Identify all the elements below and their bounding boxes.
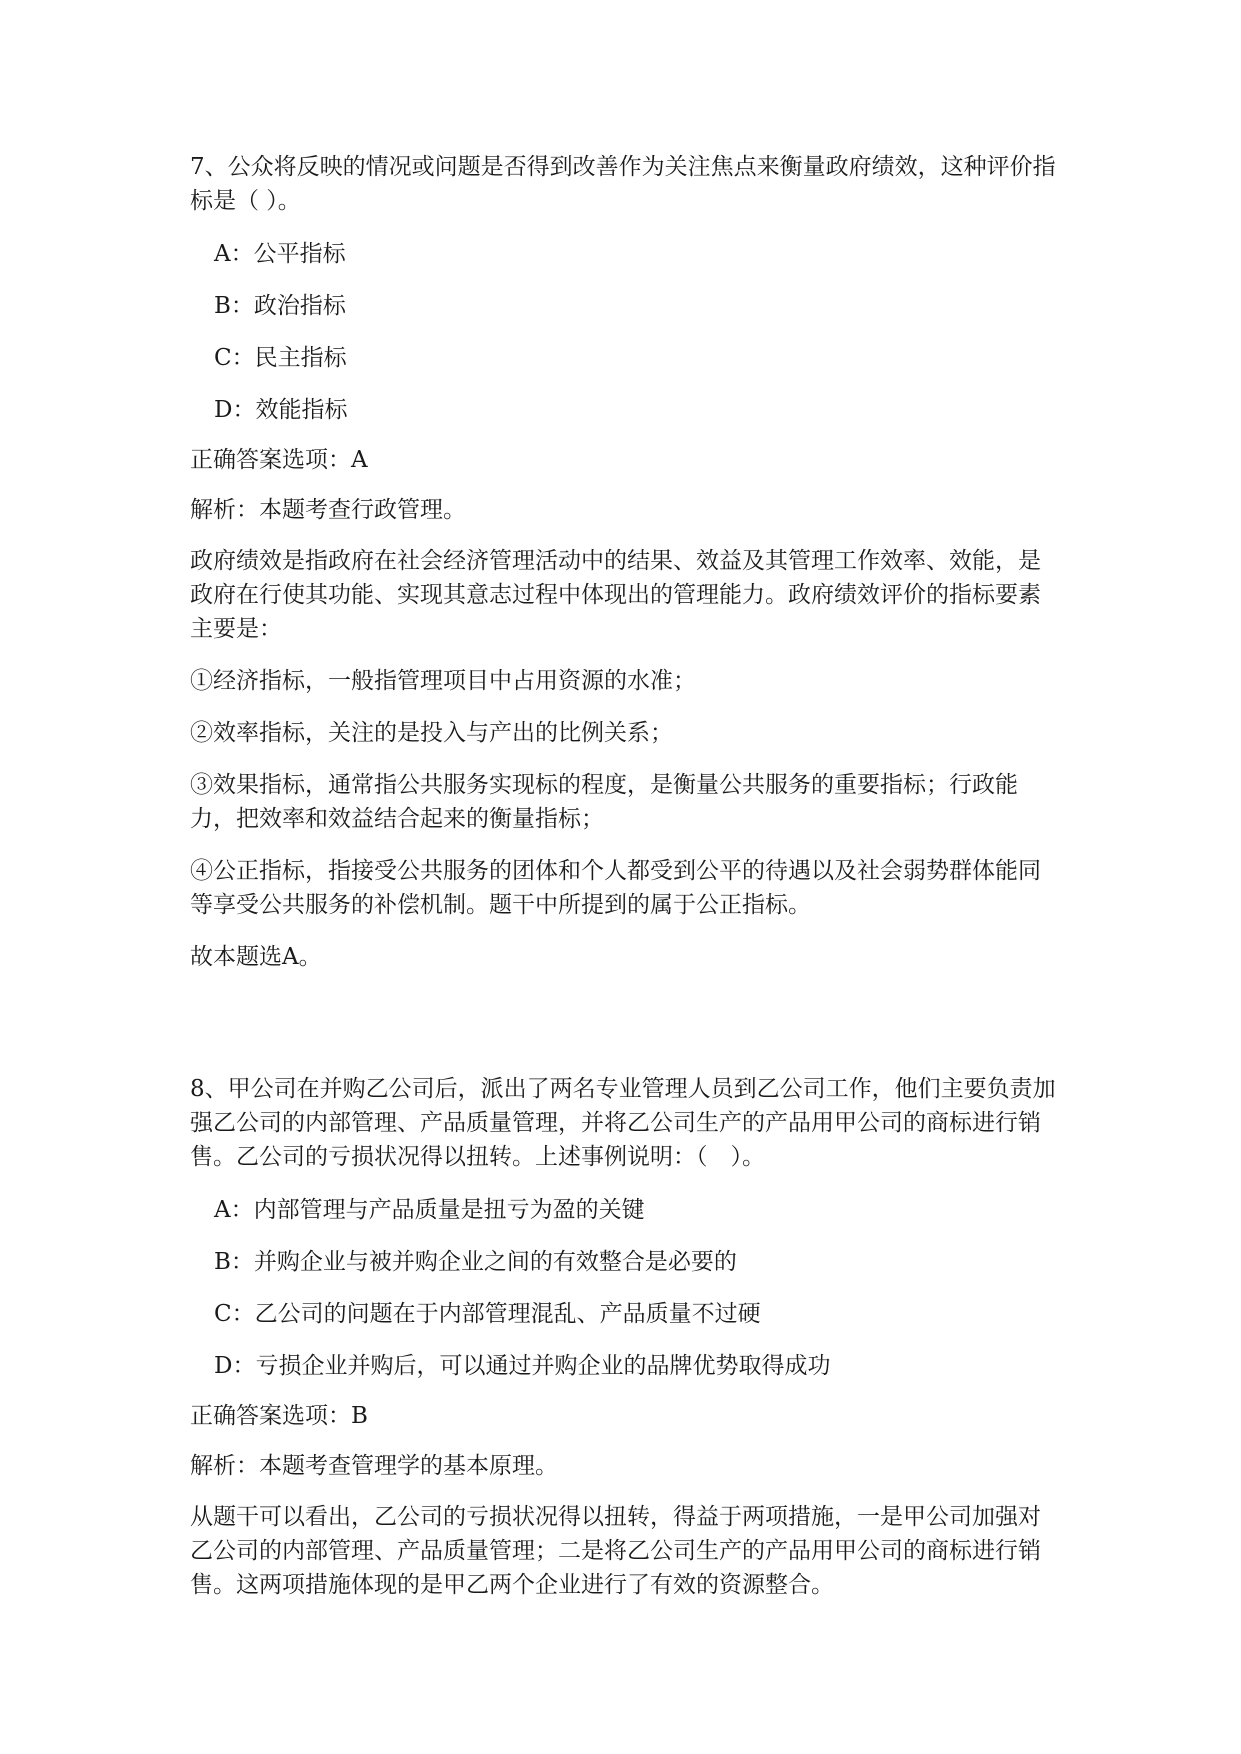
question-7-option-b: B：政治指标 bbox=[214, 293, 346, 319]
question-8-answer: 正确答案选项：B bbox=[190, 1403, 368, 1429]
question-7-analysis: 解析：本题考查行政管理。 bbox=[190, 497, 466, 523]
question-7 bbox=[190, 150, 1060, 974]
question-7-option-c: C：民主指标 bbox=[214, 345, 347, 371]
question-8-option-d: D：亏损企业并购后，可以通过并购企业的品牌优势取得成功 bbox=[214, 1353, 831, 1379]
question-7-conclusion: 故本题选A。 bbox=[190, 944, 322, 970]
section-gap bbox=[190, 974, 1060, 1072]
question-8-text: 8、甲公司在并购乙公司后，派出了两名专业管理人员到乙公司工作，他们主要负责加强乙公司的内部管理、产品质量管理，并将乙公司生产的产品用甲公司的商标进行销售。乙公司的亏损状况得以扭转。上述事例说明：（ ）。 bbox=[190, 1076, 1056, 1170]
question-7-option-a: A：公平指标 bbox=[214, 241, 346, 267]
question-7-paragraph: 政府绩效是指政府在社会经济管理活动中的结果、效益及其管理工作效率、效能，是政府在行使其功能、实现其意志过程中体现出的管理能力。政府绩效评价的指标要素主要是： bbox=[190, 548, 1041, 642]
question-7-answer: 正确答案选项：A bbox=[190, 447, 368, 473]
question-8-analysis: 解析：本题考查管理学的基本原理。 bbox=[190, 1453, 558, 1479]
question-8-option-c: C：乙公司的问题在于内部管理混乱、产品质量不过硬 bbox=[214, 1301, 761, 1327]
question-7-paragraph: ④公正指标，指接受公共服务的团体和个人都受到公平的待遇以及社会弱势群体能同等享受公共服务的补偿机制。题干中所提到的属于公正指标。 bbox=[190, 858, 1041, 918]
question-7-text: 7、公众将反映的情况或问题是否得到改善作为关注焦点来衡量政府绩效，这种评价指标是（ ）。 bbox=[190, 154, 1056, 214]
question-7-paragraph: ①经济指标，一般指管理项目中占用资源的水准； bbox=[190, 668, 696, 694]
question-7-paragraph: ②效率指标，关注的是投入与产出的比例关系； bbox=[190, 720, 673, 746]
question-7-paragraph: ③效果指标，通常指公共服务实现标的程度，是衡量公共服务的重要指标；行政能力，把效率和效益结合起来的衡量指标； bbox=[190, 772, 1018, 832]
question-8-option-b: B：并购企业与被并购企业之间的有效整合是必要的 bbox=[214, 1249, 737, 1275]
question-8-option-a: A：内部管理与产品质量是扭亏为盈的关键 bbox=[214, 1197, 645, 1223]
question-8-paragraph: 从题干可以看出，乙公司的亏损状况得以扭转，得益于两项措施，一是甲公司加强对乙公司的内部管理、产品质量管理；二是将乙公司生产的产品用甲公司的商标进行销售。这两项措施体现的是甲乙两个企业进行了有效的资源整合。 bbox=[190, 1504, 1041, 1598]
document-page bbox=[190, 150, 1060, 1602]
question-7-option-d: D：效能指标 bbox=[214, 397, 348, 423]
question-8 bbox=[190, 1072, 1060, 1602]
